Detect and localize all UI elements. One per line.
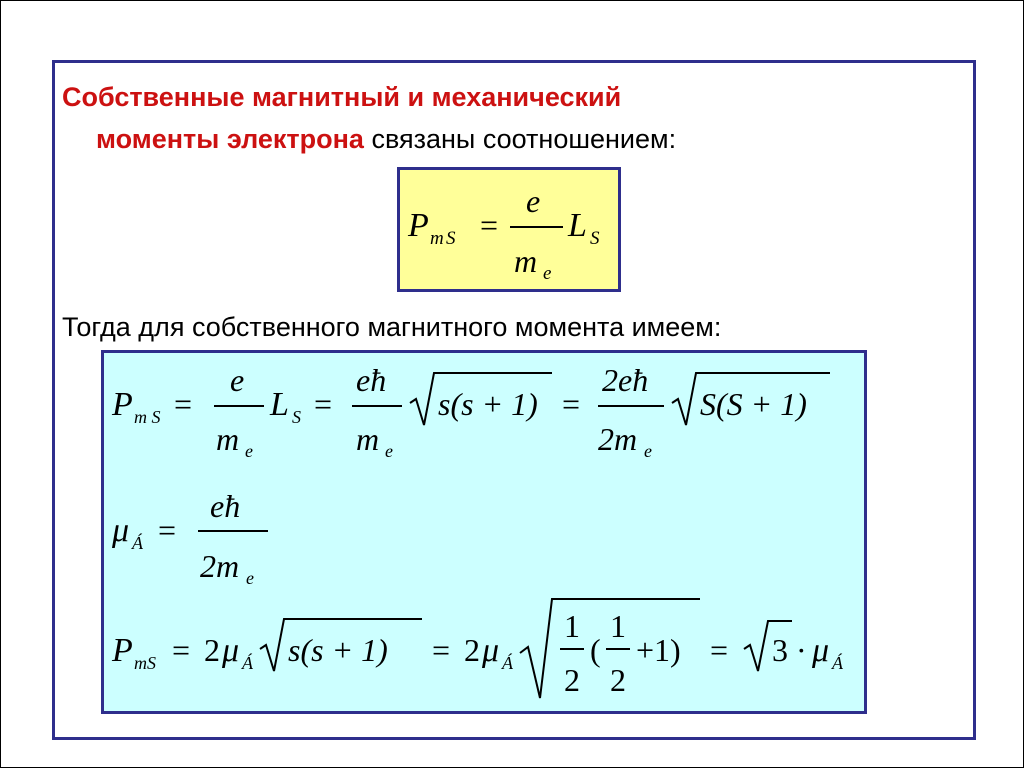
heading-line1: Собственные магнитный и механический bbox=[62, 82, 622, 112]
row3-3: 3 bbox=[772, 632, 788, 668]
row3-mu3: μ bbox=[812, 632, 830, 669]
row1-e: e bbox=[230, 362, 245, 398]
row2-sub-e: e bbox=[246, 568, 254, 588]
formula-row-3 bbox=[111, 599, 844, 698]
row3-eq1: = bbox=[172, 632, 191, 668]
row1-s-s1: s(s + 1) bbox=[438, 386, 538, 422]
row3-mu2: μ bbox=[482, 632, 500, 669]
formula1-m: m bbox=[514, 243, 538, 279]
formula-box-cyan bbox=[101, 350, 867, 714]
then-text: Тогда для собственного магнитного момента имеем: bbox=[62, 312, 722, 342]
row2-eq: = bbox=[158, 512, 177, 548]
row3-eq2: = bbox=[432, 632, 451, 668]
row3-dot: · bbox=[796, 632, 807, 668]
formula-block bbox=[104, 353, 864, 711]
row1-sub-S: S bbox=[292, 407, 301, 427]
row1-S-S1: S(S + 1) bbox=[700, 386, 807, 422]
row3-s-s1: s(s + 1) bbox=[288, 632, 388, 668]
row3-half1-den: 2 bbox=[564, 662, 580, 698]
row1-m2: m bbox=[356, 421, 380, 457]
heading-line2-red: моменты электрона bbox=[96, 124, 364, 154]
row1-sub-e: e bbox=[245, 441, 253, 461]
formula1-L: L bbox=[568, 207, 587, 244]
row3-sub3: Á bbox=[832, 653, 843, 673]
row1-L: L bbox=[270, 386, 289, 423]
row3-mu1: μ bbox=[222, 632, 240, 669]
formula-box-yellow bbox=[397, 167, 621, 292]
row1-2e-hbar: 2eħ bbox=[602, 362, 649, 398]
heading bbox=[62, 76, 676, 160]
formula1-P: P bbox=[408, 207, 429, 244]
row3-2a: 2 bbox=[204, 632, 220, 668]
row3-sub2: Á bbox=[502, 653, 513, 673]
row1-eq2: = bbox=[314, 386, 333, 422]
row1-sub-mS: m S bbox=[134, 407, 161, 427]
row1-m: m bbox=[216, 421, 240, 457]
row2-sub: Á bbox=[132, 533, 143, 553]
row3-paren-open: ( bbox=[590, 632, 601, 668]
row1-eq1: = bbox=[174, 386, 193, 422]
formula1-sub-e: e bbox=[543, 263, 552, 284]
row3-P: P bbox=[112, 632, 133, 669]
row1-e-hbar: eħ bbox=[356, 362, 387, 398]
row3-sub-mS: mS bbox=[134, 653, 156, 673]
row3-plus1: +1) bbox=[636, 632, 681, 668]
formula1-equals: = bbox=[480, 207, 499, 243]
row1-P: P bbox=[112, 386, 133, 423]
row3-eq3: = bbox=[710, 632, 729, 668]
formula1-e: e bbox=[526, 183, 541, 219]
row1-sub-e3: e bbox=[644, 441, 652, 461]
row3-half1-num: 1 bbox=[564, 608, 580, 644]
row1-sub-e2: e bbox=[385, 441, 393, 461]
formula-1 bbox=[400, 170, 618, 289]
heading-line2-rest: связаны соотношением: bbox=[363, 124, 677, 154]
row3-half2-den: 2 bbox=[610, 662, 626, 698]
row1-eq3: = bbox=[562, 386, 581, 422]
formula1-sub-S2: S bbox=[590, 228, 600, 249]
row3-half2-num: 1 bbox=[610, 608, 626, 644]
row2-2m: 2m bbox=[200, 548, 240, 584]
formula1-sub-m: m bbox=[430, 228, 444, 249]
row2-e-hbar: eħ bbox=[210, 488, 241, 524]
row3-sub1: Á bbox=[242, 653, 253, 673]
formula1-sub-S: S bbox=[446, 228, 456, 249]
row3-2b: 2 bbox=[464, 632, 480, 668]
formula-row-1 bbox=[111, 362, 830, 461]
formula-row-2 bbox=[111, 488, 268, 588]
row1-2m: 2m bbox=[598, 421, 638, 457]
row2-mu: μ bbox=[112, 512, 130, 549]
